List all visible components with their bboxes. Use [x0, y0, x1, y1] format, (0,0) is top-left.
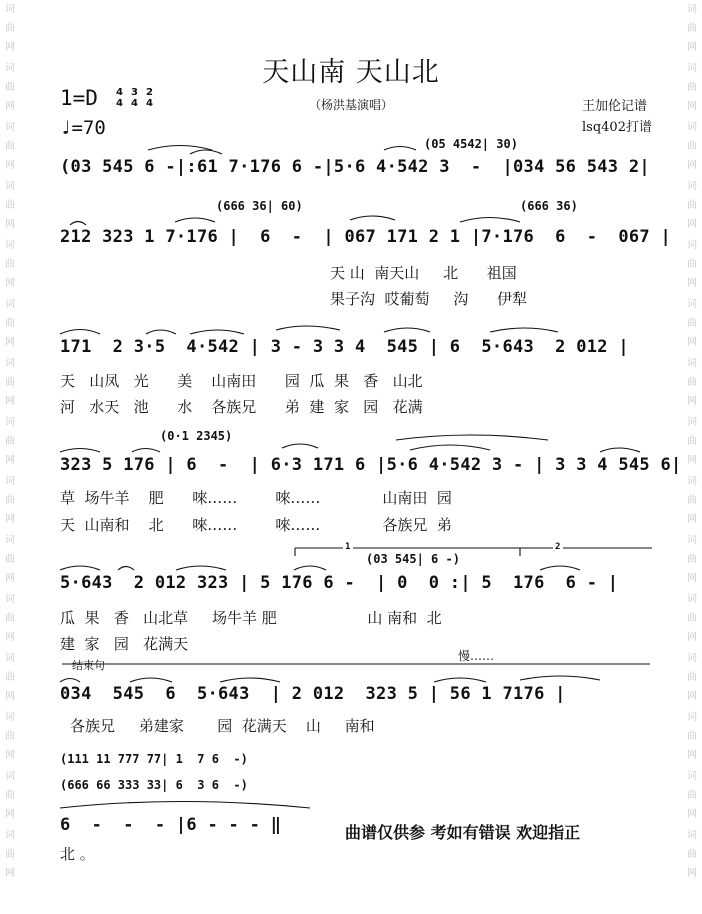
watermark-char: 曲	[5, 200, 15, 211]
watermark-char: 词	[5, 358, 15, 369]
watermark-char: 词	[5, 653, 15, 664]
watermark-char: 网	[5, 514, 15, 525]
watermark-char: 网	[5, 101, 15, 112]
watermark-char: 曲	[5, 82, 15, 93]
final-lyric: 北 。	[60, 845, 95, 863]
watermark-char: 曲	[5, 495, 15, 506]
watermark-char: 曲	[5, 790, 15, 801]
watermark-char: 词	[687, 594, 697, 605]
meter-2-4: 2 4	[146, 87, 153, 109]
watermark-char: 网	[5, 868, 15, 879]
score-line-6: 034 545 6 5·643 | 2 012 323 5 | 56 1 7176 |	[60, 684, 566, 704]
lyric-line-6: 各族兄 弟建家 园 花满天 山 南和	[70, 717, 375, 735]
watermark-char: 曲	[5, 613, 15, 624]
watermark-char: 曲	[687, 141, 697, 152]
small-notes-5: (03 545| 6 -)	[366, 552, 460, 566]
watermark-char: 网	[687, 396, 697, 407]
watermark-char: 词	[687, 4, 697, 15]
footer-note: 曲谱仅供参 考如有错误 欢迎指正	[345, 823, 581, 842]
score-line-1: (03 545 6 -|:61 7·176 6 -|5·6 4·542 3 - |034 56 543 2|	[60, 157, 650, 177]
watermark-left	[2, 0, 18, 885]
watermark-char: 曲	[687, 82, 697, 93]
watermark-char: 网	[5, 278, 15, 289]
score-line-4: 323 5 176 | 6 - | 6·3 171 6 |5·6 4·542 3 - | 3 3 4 545 6|	[60, 455, 682, 475]
watermark-char: 词	[687, 63, 697, 74]
key-signature: 1=D	[60, 86, 98, 110]
watermark-char: 曲	[5, 849, 15, 860]
score-line-5: 5·643 2 012 323 | 5 176 6 - | 0 0 :| 5 176 6 - |	[60, 573, 619, 593]
small-notes-2a: (666 36| 60)	[216, 199, 303, 213]
song-title: 天山南 天山北	[262, 57, 440, 88]
watermark-char: 网	[687, 219, 697, 230]
watermark-char: 网	[5, 750, 15, 761]
lyric-line-3b: 河 水天 池 水 各族兄 弟 建 家 园 花满	[60, 398, 423, 416]
watermark-char: 词	[5, 417, 15, 428]
score-line-2: 212 323 1 7·176 | 6 - | 067 171 2 1 |7·176 6 - 067 |	[60, 227, 672, 247]
lyric-line-5b: 建 家 园 花满天	[60, 635, 189, 653]
small-notes-2b: (666 36)	[520, 199, 578, 213]
watermark-char: 词	[5, 299, 15, 310]
watermark-char: 曲	[687, 200, 697, 211]
watermark-char: 词	[687, 771, 697, 782]
watermark-char: 网	[687, 691, 697, 702]
lyric-line-3a: 天 山凤 光 美 山南田 园 瓜 果 香 山北	[60, 372, 423, 390]
watermark-char: 曲	[5, 554, 15, 565]
watermark-char: 曲	[687, 790, 697, 801]
watermark-char: 曲	[687, 849, 697, 860]
watermark-char: 网	[687, 809, 697, 820]
watermark-char: 曲	[687, 377, 697, 388]
watermark-char: 曲	[5, 731, 15, 742]
watermark-char: 网	[687, 42, 697, 53]
watermark-char: 曲	[5, 377, 15, 388]
watermark-char: 词	[687, 476, 697, 487]
watermark-char: 词	[687, 358, 697, 369]
watermark-char: 曲	[687, 731, 697, 742]
watermark-char: 词	[5, 63, 15, 74]
watermark-char: 词	[687, 653, 697, 664]
watermark-char: 网	[687, 514, 697, 525]
watermark-char: 网	[687, 573, 697, 584]
ending-label: 结束句	[72, 659, 105, 672]
watermark-char: 网	[687, 455, 697, 466]
watermark-char: 网	[5, 632, 15, 643]
watermark-char: 网	[5, 337, 15, 348]
watermark-char: 曲	[5, 141, 15, 152]
watermark-char: 曲	[5, 318, 15, 329]
watermark-char: 网	[5, 691, 15, 702]
small-notes-7a: (111 11 777 77| 1 7 6 -)	[60, 752, 248, 766]
slow-marking: 慢……	[458, 649, 495, 663]
tempo-mark: ♩=70	[60, 117, 106, 139]
singer-credit: （杨洪基演唱）	[308, 98, 393, 112]
watermark-char: 词	[5, 830, 15, 841]
watermark-char: 曲	[5, 259, 15, 270]
watermark-char: 词	[687, 299, 697, 310]
watermark-char: 曲	[687, 495, 697, 506]
lyric-line-5a: 瓜 果 香 山北草 场牛羊 肥 山 南和 北	[60, 609, 442, 627]
watermark-char: 词	[5, 122, 15, 133]
watermark-char: 网	[687, 278, 697, 289]
watermark-char: 词	[5, 4, 15, 15]
watermark-char: 词	[687, 417, 697, 428]
lyric-line-4a: 草 场牛羊 肥 唻…… 唻…… 山南田 园	[60, 489, 452, 507]
watermark-char: 词	[687, 240, 697, 251]
lyric-line-4b: 天 山南和 北 唻…… 唻…… 各族兄 弟	[60, 516, 452, 534]
intro-small-notes: (05 4542| 30)	[424, 137, 518, 151]
watermark-char: 曲	[5, 672, 15, 683]
watermark-char: 词	[5, 594, 15, 605]
watermark-char: 词	[5, 712, 15, 723]
watermark-char: 网	[5, 809, 15, 820]
watermark-char: 网	[5, 42, 15, 53]
meter-3-4: 3 4	[131, 87, 138, 109]
small-notes-4: (0·1 2345)	[160, 429, 233, 443]
lyric-line-2b: 果子沟 哎葡萄 沟 伊犁	[330, 290, 527, 308]
watermark-char: 曲	[5, 23, 15, 34]
watermark-char: 词	[5, 771, 15, 782]
watermark-char: 网	[5, 160, 15, 171]
meter-4-4: 4 4	[116, 87, 123, 109]
watermark-char: 网	[687, 337, 697, 348]
watermark-char: 词	[687, 181, 697, 192]
watermark-char: 网	[5, 455, 15, 466]
watermark-char: 网	[5, 573, 15, 584]
watermark-char: 曲	[687, 318, 697, 329]
watermark-char: 网	[5, 396, 15, 407]
watermark-char: 网	[687, 868, 697, 879]
watermark-char: 网	[5, 219, 15, 230]
volta-1-label: 1	[345, 542, 351, 552]
watermark-right	[684, 0, 700, 885]
watermark-char: 曲	[5, 436, 15, 447]
transcriber-credit: 王加伦记谱	[582, 99, 648, 114]
watermark-char: 曲	[687, 259, 697, 270]
score-line-7: 6 - - - |6 - - - ‖	[60, 815, 282, 835]
watermark-char: 网	[687, 632, 697, 643]
watermark-char: 词	[687, 830, 697, 841]
watermark-char: 曲	[687, 554, 697, 565]
watermark-char: 词	[5, 535, 15, 546]
watermark-char: 词	[687, 122, 697, 133]
watermark-char: 词	[687, 712, 697, 723]
watermark-char: 网	[687, 101, 697, 112]
lyric-line-2a: 天 山 南天山 北 祖国	[330, 264, 517, 282]
watermark-char: 词	[687, 535, 697, 546]
watermark-char: 词	[5, 181, 15, 192]
watermark-char: 曲	[687, 672, 697, 683]
score-line-3: 171 2 3·5 4·542 | 3 - 3 3 4 545 | 6 5·643 2 012 |	[60, 337, 629, 357]
small-notes-7b: (666 66 333 33| 6 3 6 -)	[60, 778, 248, 792]
watermark-char: 网	[687, 750, 697, 761]
watermark-char: 网	[687, 160, 697, 171]
volta-2-label: 2	[555, 542, 561, 552]
watermark-char: 曲	[687, 613, 697, 624]
watermark-char: 曲	[687, 436, 697, 447]
watermark-char: 曲	[687, 23, 697, 34]
typesetter-credit: lsq402打谱	[582, 120, 652, 135]
watermark-char: 词	[5, 476, 15, 487]
watermark-char: 词	[5, 240, 15, 251]
